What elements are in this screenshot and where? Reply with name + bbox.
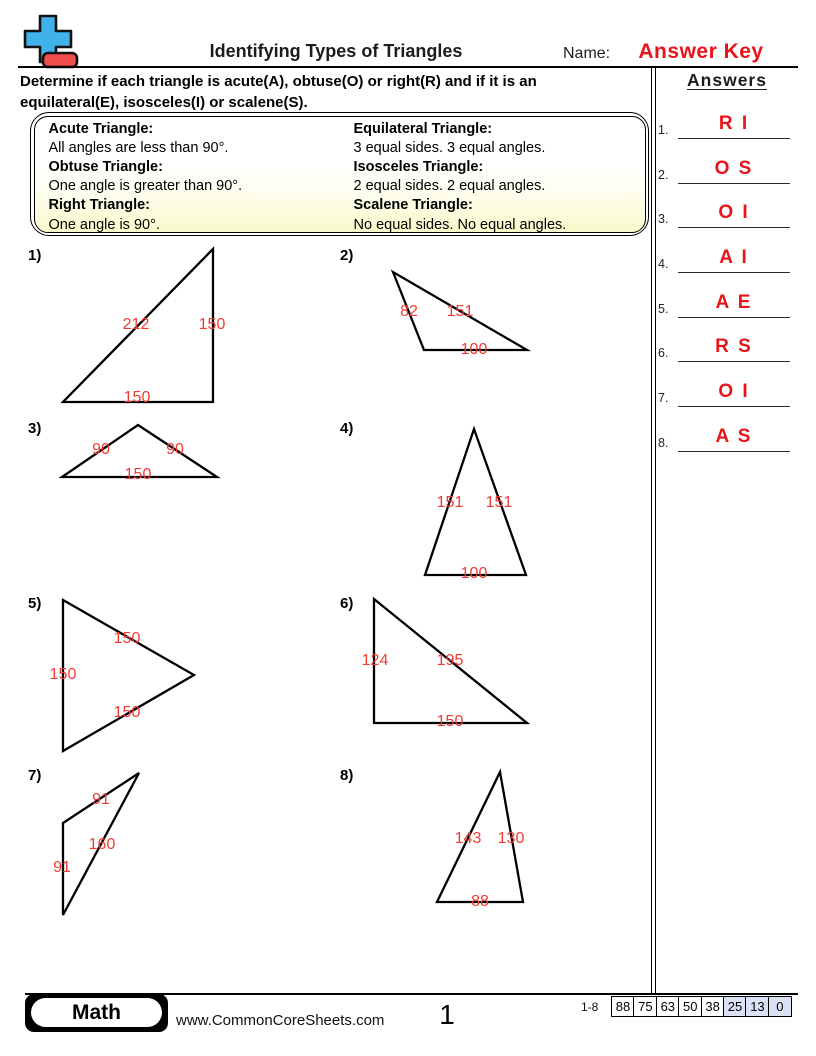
answer-number: 4. bbox=[658, 257, 669, 271]
answer-item-2 bbox=[656, 155, 796, 183]
definition-term: Scalene Triangle: bbox=[353, 197, 473, 214]
answer-item-8 bbox=[656, 423, 796, 451]
definition-desc: One angle is 90°. bbox=[48, 216, 160, 233]
score-cell: 0 bbox=[768, 996, 792, 1017]
problem-number-6: 6) bbox=[340, 595, 354, 612]
side-label: 143 bbox=[454, 830, 482, 847]
side-label: 100 bbox=[460, 341, 488, 358]
side-label: 151 bbox=[446, 303, 474, 320]
answer-number: 5. bbox=[658, 302, 669, 316]
answer-line bbox=[678, 333, 790, 362]
score-cell: 38 bbox=[701, 996, 725, 1017]
answer-number: 3. bbox=[658, 212, 669, 226]
answer-item-4 bbox=[656, 244, 796, 272]
score-cell: 13 bbox=[745, 996, 769, 1017]
side-label: 151 bbox=[436, 494, 464, 511]
answer-value: A I bbox=[719, 247, 749, 268]
score-cell: 63 bbox=[656, 996, 680, 1017]
problem-number-1: 1) bbox=[28, 247, 42, 264]
subject-badge bbox=[25, 994, 168, 1032]
side-label: 90 bbox=[92, 441, 110, 458]
side-label: 160 bbox=[88, 836, 116, 853]
score-cell: 25 bbox=[723, 996, 747, 1017]
side-label: 150 bbox=[113, 630, 141, 647]
score-cell: 50 bbox=[678, 996, 702, 1017]
website-url: www.CommonCoreSheets.com bbox=[176, 1012, 385, 1029]
answer-value: A E bbox=[715, 292, 753, 313]
answer-number: 8. bbox=[658, 436, 669, 450]
answer-item-7 bbox=[656, 378, 796, 406]
side-label: 212 bbox=[122, 316, 150, 333]
side-label: 150 bbox=[49, 666, 77, 683]
definition-term: Right Triangle: bbox=[48, 197, 150, 214]
definition-term: Isosceles Triangle: bbox=[353, 158, 484, 175]
side-label: 150 bbox=[436, 713, 464, 730]
answer-line bbox=[678, 110, 790, 139]
side-label: 150 bbox=[124, 466, 152, 483]
answer-line bbox=[678, 423, 790, 452]
answer-number: 7. bbox=[658, 391, 669, 405]
name-label: Name: bbox=[563, 45, 611, 62]
triangle-5 bbox=[63, 600, 194, 751]
answer-value: A S bbox=[715, 426, 753, 447]
definition-term: Acute Triangle: bbox=[48, 120, 154, 137]
answer-value: R S bbox=[715, 336, 753, 357]
answer-line bbox=[678, 155, 790, 184]
side-label: 88 bbox=[471, 893, 489, 910]
score-table bbox=[611, 996, 792, 1017]
side-label: 150 bbox=[123, 389, 151, 406]
side-label: 124 bbox=[361, 652, 389, 669]
side-label: 195 bbox=[436, 652, 464, 669]
score-range-label: 1-8 bbox=[581, 1000, 599, 1014]
answer-item-1 bbox=[656, 110, 796, 138]
answer-item-5 bbox=[656, 289, 796, 317]
side-label: 150 bbox=[198, 316, 226, 333]
answer-line bbox=[678, 244, 790, 273]
definition-desc: One angle is greater than 90°. bbox=[48, 178, 243, 195]
problem-number-3: 3) bbox=[28, 420, 42, 437]
problem-number-5: 5) bbox=[28, 595, 42, 612]
definition-desc: No equal sides. No equal angles. bbox=[353, 216, 567, 233]
answer-key-value: Answer Key bbox=[638, 40, 764, 63]
problem-number-2: 2) bbox=[340, 247, 354, 264]
answer-value: O I bbox=[718, 381, 750, 402]
problem-number-8: 8) bbox=[340, 767, 354, 784]
instructions-line2: equilateral(E), isosceles(I) or scalene(S). bbox=[20, 94, 308, 111]
page-title: Identifying Types of Triangles bbox=[209, 41, 463, 61]
instructions-line1: Determine if each triangle is acute(A), obtuse(O) or right(R) and if it is an bbox=[20, 73, 537, 90]
subject-badge-label: Math bbox=[31, 998, 162, 1027]
score-cell: 88 bbox=[611, 996, 635, 1017]
definition-term: Obtuse Triangle: bbox=[48, 158, 163, 175]
side-label: 100 bbox=[460, 565, 488, 582]
answer-line bbox=[678, 378, 790, 407]
side-label: 91 bbox=[53, 859, 71, 876]
definition-desc: All angles are less than 90°. bbox=[48, 139, 229, 156]
side-label: 90 bbox=[166, 441, 184, 458]
definition-desc: 3 equal sides. 3 equal angles. bbox=[353, 139, 546, 156]
side-label: 82 bbox=[400, 303, 418, 320]
answer-value: O I bbox=[718, 202, 750, 223]
answer-number: 6. bbox=[658, 346, 669, 360]
problem-number-4: 4) bbox=[340, 420, 354, 437]
answer-number: 1. bbox=[658, 123, 669, 137]
definition-desc: 2 equal sides. 2 equal angles. bbox=[353, 178, 546, 195]
score-cell: 75 bbox=[633, 996, 657, 1017]
side-label: 151 bbox=[485, 494, 513, 511]
side-label: 91 bbox=[92, 791, 110, 808]
side-label: 150 bbox=[113, 704, 141, 721]
problem-number-7: 7) bbox=[28, 767, 42, 784]
answers-title: Answers bbox=[687, 70, 767, 90]
page-number: 1 bbox=[439, 999, 455, 1030]
answer-item-6 bbox=[656, 333, 796, 361]
answer-item-3 bbox=[656, 199, 796, 227]
answer-value: O S bbox=[714, 158, 754, 179]
answer-line bbox=[678, 199, 790, 228]
definition-term: Equilateral Triangle: bbox=[353, 120, 493, 137]
answer-value: R I bbox=[718, 113, 750, 134]
answer-line bbox=[678, 289, 790, 318]
answer-number: 2. bbox=[658, 168, 669, 182]
side-label: 130 bbox=[497, 830, 525, 847]
